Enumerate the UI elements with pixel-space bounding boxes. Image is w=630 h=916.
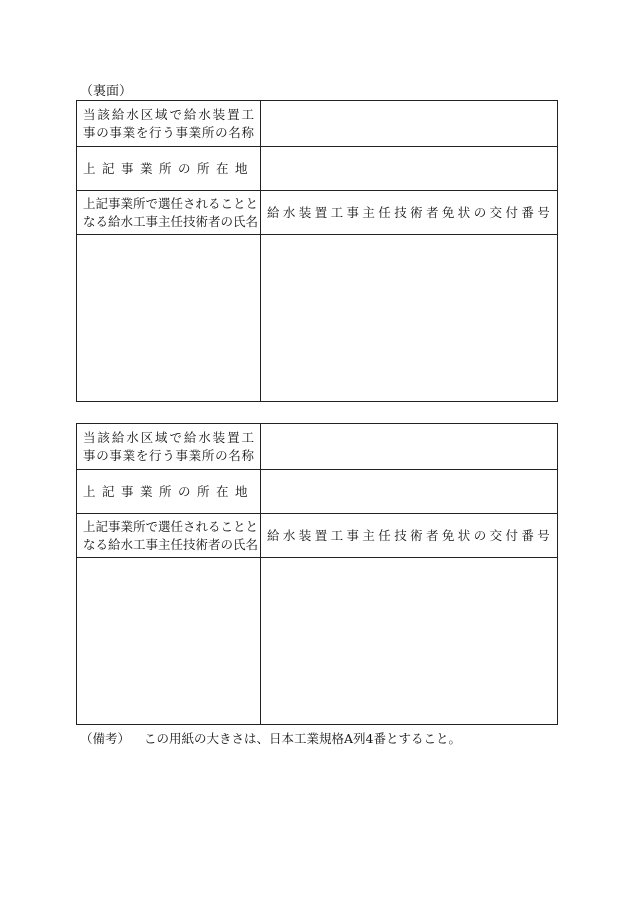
- chief-name-label-line-2: なる給水工事主任技術者の氏名: [83, 213, 259, 229]
- form-table-1: [76, 100, 558, 402]
- office-name-field[interactable]: [261, 424, 558, 470]
- office-name-label-line-2: 事の事業を行う事業所の名称: [83, 447, 254, 463]
- remark-note: [80, 731, 461, 747]
- office-name-label: [77, 424, 261, 470]
- license-number-header: 給水装置工事主任技術者免状の交付番号: [261, 514, 558, 558]
- chief-header-row: [77, 514, 558, 558]
- location-field[interactable]: [261, 470, 558, 514]
- chief-entry-row: [77, 558, 558, 725]
- form-table-2: [76, 423, 558, 725]
- chief-name-field[interactable]: [77, 558, 261, 725]
- office-name-label-line-1: 当該給水区域で給水装置工: [83, 106, 254, 122]
- location-label: 上記事業所の所在地: [77, 147, 261, 191]
- chief-header-row: [77, 191, 558, 235]
- license-number-field[interactable]: [261, 235, 558, 402]
- chief-name-label: [77, 191, 261, 235]
- office-name-field[interactable]: [261, 101, 558, 147]
- location-label: 上記事業所の所在地: [77, 470, 261, 514]
- chief-name-label: [77, 514, 261, 558]
- chief-name-label-line-2: なる給水工事主任技術者の氏名: [83, 536, 259, 552]
- location-row: [77, 147, 558, 191]
- office-name-label: [77, 101, 261, 147]
- remark-text: この用紙の大きさは、日本工業規格A列4番とすること。: [144, 731, 461, 746]
- office-name-row: [77, 424, 558, 470]
- remark-label: （備考）: [80, 731, 131, 746]
- office-name-label-line-1: 当該給水区域で給水装置工: [83, 429, 254, 445]
- location-row: [77, 470, 558, 514]
- office-name-label-line-2: 事の事業を行う事業所の名称: [83, 124, 254, 140]
- chief-name-label-line-1: 上記事業所で選任されることと: [83, 195, 259, 211]
- chief-name-label-line-1: 上記事業所で選任されることと: [83, 518, 259, 534]
- license-number-field[interactable]: [261, 558, 558, 725]
- location-field[interactable]: [261, 147, 558, 191]
- chief-name-field[interactable]: [77, 235, 261, 402]
- page-heading: （裏面）: [80, 84, 133, 99]
- chief-entry-row: [77, 235, 558, 402]
- license-number-header: 給水装置工事主任技術者免状の交付番号: [261, 191, 558, 235]
- office-name-row: [77, 101, 558, 147]
